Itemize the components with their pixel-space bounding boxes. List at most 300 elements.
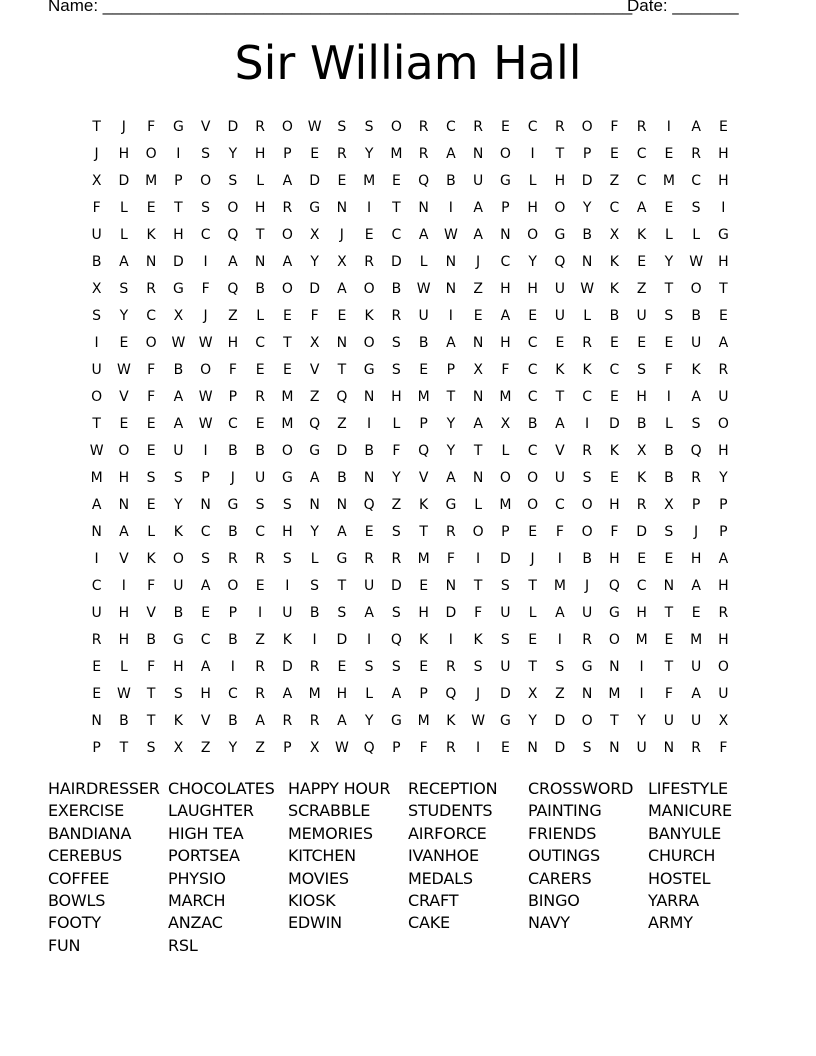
grid-cell[interactable]: R [418, 146, 429, 162]
grid-cell[interactable]: A [91, 497, 102, 513]
grid-cell[interactable]: M [308, 686, 321, 702]
grid-cell[interactable]: P [419, 686, 428, 702]
grid-cell[interactable]: S [228, 173, 238, 189]
grid-cell[interactable]: I [476, 740, 481, 756]
grid-cell[interactable]: W [334, 740, 349, 756]
grid-cell[interactable]: B [309, 605, 320, 621]
grid-cell[interactable]: E [146, 416, 156, 432]
grid-cell[interactable]: S [691, 200, 701, 216]
grid-cell[interactable]: E [528, 632, 538, 648]
grid-cell[interactable]: T [146, 686, 156, 702]
grid-cell[interactable]: H [118, 470, 130, 486]
grid-cell[interactable]: P [719, 497, 728, 513]
grid-cell[interactable]: C [636, 173, 647, 189]
grid-cell[interactable]: C [527, 362, 538, 378]
grid-cell[interactable]: M [363, 173, 376, 189]
grid-cell[interactable]: D [608, 416, 620, 432]
grid-cell[interactable]: E [364, 524, 374, 540]
grid-cell[interactable]: N [472, 335, 484, 351]
grid-cell[interactable]: L [583, 308, 592, 324]
grid-cell[interactable]: Y [119, 308, 129, 324]
grid-cell[interactable]: U [554, 281, 565, 297]
grid-cell[interactable]: I [285, 578, 290, 594]
grid-cell[interactable]: K [364, 308, 374, 324]
grid-cell[interactable]: K [473, 632, 483, 648]
grid-cell[interactable]: S [391, 659, 401, 675]
grid-cell[interactable]: B [664, 470, 674, 486]
grid-cell[interactable]: O [390, 119, 402, 135]
grid-cell[interactable]: L [528, 605, 537, 621]
grid-cell[interactable]: E [146, 443, 156, 459]
grid-cell[interactable]: H [118, 146, 130, 162]
grid-cell[interactable]: R [582, 335, 592, 351]
grid-cell[interactable]: C [255, 335, 266, 351]
grid-cell[interactable]: U [691, 335, 702, 351]
grid-cell[interactable]: C [91, 578, 102, 594]
grid-cell[interactable]: W [689, 254, 704, 270]
grid-cell[interactable]: Z [255, 632, 265, 648]
grid-cell[interactable]: N [336, 497, 348, 513]
grid-cell[interactable]: T [664, 605, 674, 621]
grid-cell[interactable]: N [309, 497, 320, 513]
grid-cell[interactable]: F [147, 119, 156, 135]
grid-cell[interactable]: Q [445, 686, 457, 702]
grid-cell[interactable]: E [337, 659, 347, 675]
grid-cell[interactable]: T [473, 443, 483, 459]
grid-cell[interactable]: S [664, 308, 674, 324]
grid-cell[interactable]: D [118, 173, 130, 189]
grid-cell[interactable]: O [145, 335, 157, 351]
grid-cell[interactable]: Q [363, 497, 375, 513]
grid-cell[interactable]: C [527, 335, 538, 351]
grid-cell[interactable]: L [119, 659, 128, 675]
grid-cell[interactable]: L [119, 227, 128, 243]
grid-cell[interactable]: A [718, 335, 729, 351]
grid-cell[interactable]: Q [227, 227, 239, 243]
grid-cell[interactable]: R [582, 443, 592, 459]
grid-cell[interactable]: P [201, 470, 210, 486]
grid-cell[interactable]: E [92, 686, 102, 702]
grid-cell[interactable]: S [201, 146, 211, 162]
grid-cell[interactable]: Y [174, 497, 183, 513]
grid-cell[interactable]: E [609, 146, 619, 162]
grid-cell[interactable]: R [473, 119, 483, 135]
grid-cell[interactable]: A [691, 578, 701, 594]
grid-cell[interactable]: O [690, 281, 702, 297]
grid-cell[interactable]: M [390, 146, 403, 162]
grid-cell[interactable]: B [609, 308, 620, 324]
grid-cell[interactable]: I [121, 578, 126, 594]
grid-cell[interactable]: L [528, 173, 537, 189]
grid-cell[interactable]: O [227, 578, 239, 594]
grid-cell[interactable]: S [691, 416, 701, 432]
grid-cell[interactable]: N [581, 686, 593, 702]
grid-cell[interactable]: H [636, 389, 647, 405]
grid-cell[interactable]: A [173, 416, 184, 432]
grid-cell[interactable]: B [228, 443, 238, 459]
grid-cell[interactable]: C [227, 416, 238, 432]
grid-cell[interactable]: D [281, 659, 293, 675]
grid-cell[interactable]: E [718, 308, 728, 324]
grid-cell[interactable]: G [309, 200, 321, 216]
grid-cell[interactable]: H [718, 146, 729, 162]
grid-cell[interactable]: Q [227, 281, 239, 297]
grid-cell[interactable]: Y [446, 443, 456, 459]
grid-cell[interactable]: U [691, 659, 702, 675]
grid-cell[interactable]: W [580, 281, 595, 297]
grid-cell[interactable]: E [92, 659, 102, 675]
grid-cell[interactable]: E [500, 119, 510, 135]
grid-cell[interactable]: B [664, 443, 674, 459]
grid-cell[interactable]: U [418, 308, 429, 324]
grid-cell[interactable]: E [146, 497, 156, 513]
grid-cell[interactable]: T [174, 200, 183, 216]
grid-cell[interactable]: Z [636, 281, 647, 297]
grid-cell[interactable]: H [609, 497, 620, 513]
grid-cell[interactable]: B [173, 605, 184, 621]
grid-cell[interactable]: E [637, 551, 647, 567]
grid-cell[interactable]: Y [582, 200, 592, 216]
grid-cell[interactable]: G [717, 227, 729, 243]
grid-cell[interactable]: A [718, 551, 729, 567]
grid-cell[interactable]: R [255, 389, 265, 405]
grid-cell[interactable]: D [554, 740, 566, 756]
grid-cell[interactable]: F [610, 524, 619, 540]
grid-cell[interactable]: K [146, 551, 156, 567]
grid-cell[interactable]: G [309, 443, 321, 459]
grid-cell[interactable]: J [476, 254, 481, 270]
grid-cell[interactable]: Z [609, 173, 620, 189]
grid-cell[interactable]: E [473, 308, 483, 324]
grid-cell[interactable]: Y [528, 254, 537, 270]
grid-cell[interactable]: F [446, 551, 455, 567]
grid-cell[interactable]: B [228, 524, 238, 540]
grid-cell[interactable]: D [172, 254, 184, 270]
grid-cell[interactable]: S [146, 470, 156, 486]
grid-cell[interactable]: P [283, 146, 292, 162]
grid-cell[interactable]: C [527, 119, 538, 135]
grid-cell[interactable]: E [609, 335, 619, 351]
grid-cell[interactable]: N [363, 389, 375, 405]
grid-cell[interactable]: C [554, 497, 565, 513]
grid-cell[interactable]: A [446, 470, 456, 486]
grid-cell[interactable]: X [609, 227, 620, 243]
grid-cell[interactable]: O [717, 659, 729, 675]
grid-cell[interactable]: L [392, 416, 401, 432]
grid-cell[interactable]: H [690, 551, 702, 567]
grid-cell[interactable]: K [609, 281, 619, 297]
grid-cell[interactable]: R [255, 551, 265, 567]
grid-cell[interactable]: A [228, 254, 238, 270]
grid-cell[interactable]: I [94, 551, 99, 567]
grid-cell[interactable]: A [173, 389, 184, 405]
grid-cell[interactable]: B [228, 713, 238, 729]
grid-cell[interactable]: I [448, 200, 453, 216]
grid-cell[interactable]: H [391, 389, 402, 405]
grid-cell[interactable]: S [92, 308, 102, 324]
grid-cell[interactable]: E [609, 389, 619, 405]
grid-cell[interactable]: M [281, 416, 294, 432]
grid-cell[interactable]: E [664, 200, 674, 216]
grid-cell[interactable]: N [145, 254, 157, 270]
grid-cell[interactable]: A [500, 308, 511, 324]
grid-cell[interactable]: T [528, 578, 537, 594]
grid-cell[interactable]: B [337, 470, 347, 486]
grid-cell[interactable]: E [637, 254, 647, 270]
grid-cell[interactable]: R [636, 497, 647, 513]
grid-cell[interactable]: N [445, 578, 457, 594]
grid-cell[interactable]: S [582, 470, 592, 486]
grid-cell[interactable]: B [364, 443, 374, 459]
grid-cell[interactable]: E [310, 146, 320, 162]
grid-cell[interactable]: W [116, 362, 131, 378]
grid-cell[interactable]: W [171, 335, 186, 351]
grid-cell[interactable]: R [146, 281, 156, 297]
grid-cell[interactable]: U [582, 605, 593, 621]
grid-cell[interactable]: R [691, 470, 701, 486]
grid-cell[interactable]: M [145, 173, 158, 189]
grid-cell[interactable]: D [336, 443, 348, 459]
grid-cell[interactable]: R [446, 659, 456, 675]
grid-cell[interactable]: O [91, 389, 103, 405]
grid-cell[interactable]: G [608, 605, 620, 621]
grid-cell[interactable]: V [200, 119, 211, 135]
grid-cell[interactable]: Y [228, 740, 238, 756]
grid-cell[interactable]: O [554, 200, 566, 216]
grid-cell[interactable]: N [500, 227, 511, 243]
grid-cell[interactable]: Y [719, 470, 728, 486]
grid-cell[interactable]: A [446, 335, 456, 351]
grid-cell[interactable]: W [443, 227, 458, 243]
grid-cell[interactable]: L [310, 551, 319, 567]
grid-cell[interactable]: D [227, 119, 239, 135]
grid-cell[interactable]: A [337, 713, 347, 729]
grid-cell[interactable]: U [554, 308, 565, 324]
grid-cell[interactable]: C [582, 389, 593, 405]
grid-cell[interactable]: J [530, 551, 535, 567]
grid-cell[interactable]: J [121, 119, 126, 135]
grid-cell[interactable]: E [609, 470, 619, 486]
grid-cell[interactable]: E [419, 659, 429, 675]
grid-cell[interactable]: F [664, 686, 673, 702]
grid-cell[interactable]: I [203, 443, 208, 459]
grid-cell[interactable]: N [445, 281, 457, 297]
grid-cell[interactable]: S [500, 632, 510, 648]
grid-cell[interactable]: Z [473, 281, 483, 297]
grid-cell[interactable]: R [282, 200, 293, 216]
grid-cell[interactable]: R [364, 551, 374, 567]
grid-cell[interactable]: T [92, 416, 101, 432]
grid-cell[interactable]: A [473, 416, 483, 432]
grid-cell[interactable]: C [391, 227, 402, 243]
grid-cell[interactable]: E [555, 335, 565, 351]
grid-cell[interactable]: R [309, 713, 320, 729]
grid-cell[interactable]: Y [364, 713, 374, 729]
grid-cell[interactable]: O [281, 227, 293, 243]
grid-cell[interactable]: D [445, 605, 457, 621]
grid-cell[interactable]: T [337, 362, 347, 378]
grid-cell[interactable]: A [555, 605, 565, 621]
grid-cell[interactable]: O [200, 173, 212, 189]
grid-cell[interactable]: W [471, 713, 486, 729]
grid-cell[interactable]: Z [255, 740, 265, 756]
grid-cell[interactable]: O [499, 470, 511, 486]
grid-cell[interactable]: C [255, 524, 266, 540]
grid-cell[interactable]: L [147, 524, 156, 540]
grid-cell[interactable]: X [91, 281, 102, 297]
grid-cell[interactable]: A [337, 281, 347, 297]
grid-cell[interactable]: U [500, 659, 511, 675]
grid-cell[interactable]: M [90, 470, 103, 486]
grid-cell[interactable]: V [555, 443, 565, 459]
grid-cell[interactable]: K [691, 362, 701, 378]
grid-cell[interactable]: I [367, 632, 372, 648]
grid-cell[interactable]: T [664, 281, 674, 297]
grid-cell[interactable]: U [91, 605, 102, 621]
grid-cell[interactable]: A [282, 173, 293, 189]
grid-cell[interactable]: N [609, 740, 620, 756]
grid-cell[interactable]: R [691, 740, 701, 756]
grid-cell[interactable]: D [581, 173, 593, 189]
grid-cell[interactable]: W [89, 443, 104, 459]
grid-cell[interactable]: L [419, 254, 428, 270]
grid-cell[interactable]: X [473, 362, 483, 378]
grid-cell[interactable]: L [256, 308, 265, 324]
grid-cell[interactable]: H [500, 335, 511, 351]
grid-cell[interactable]: O [227, 200, 239, 216]
grid-cell[interactable]: F [92, 200, 101, 216]
grid-cell[interactable]: N [336, 335, 348, 351]
grid-cell[interactable]: Z [555, 686, 565, 702]
grid-cell[interactable]: K [637, 470, 647, 486]
grid-cell[interactable]: P [691, 497, 701, 513]
grid-cell[interactable]: Q [309, 416, 321, 432]
grid-cell[interactable]: E [664, 551, 674, 567]
grid-cell[interactable]: P [501, 524, 510, 540]
grid-cell[interactable]: E [201, 605, 211, 621]
grid-cell[interactable]: Z [228, 308, 238, 324]
grid-cell[interactable]: E [500, 740, 510, 756]
grid-cell[interactable]: D [636, 524, 648, 540]
grid-cell[interactable]: S [582, 740, 592, 756]
grid-cell[interactable]: Y [446, 416, 456, 432]
grid-cell[interactable]: H [173, 227, 184, 243]
grid-cell[interactable]: K [419, 632, 429, 648]
grid-cell[interactable]: M [553, 578, 566, 594]
grid-cell[interactable]: A [446, 146, 456, 162]
grid-cell[interactable]: N [609, 659, 620, 675]
grid-cell[interactable]: E [419, 362, 429, 378]
grid-cell[interactable]: D [390, 254, 402, 270]
grid-cell[interactable]: E [282, 362, 292, 378]
grid-cell[interactable]: S [173, 686, 183, 702]
grid-cell[interactable]: E [364, 227, 374, 243]
grid-cell[interactable]: Y [392, 470, 401, 486]
grid-cell[interactable]: F [228, 362, 237, 378]
grid-cell[interactable]: C [636, 146, 647, 162]
grid-cell[interactable]: A [200, 659, 211, 675]
grid-cell[interactable]: H [282, 524, 293, 540]
grid-cell[interactable]: U [364, 578, 375, 594]
grid-cell[interactable]: T [555, 146, 565, 162]
grid-cell[interactable]: N [118, 497, 130, 513]
grid-cell[interactable]: S [364, 119, 374, 135]
grid-cell[interactable]: K [609, 254, 619, 270]
grid-cell[interactable]: R [718, 362, 729, 378]
grid-cell[interactable]: W [198, 335, 213, 351]
grid-cell[interactable]: A [364, 605, 374, 621]
grid-cell[interactable]: R [391, 308, 402, 324]
grid-cell[interactable]: R [718, 605, 729, 621]
grid-cell[interactable]: T [473, 578, 483, 594]
grid-cell[interactable]: N [336, 200, 348, 216]
grid-cell[interactable]: H [200, 686, 211, 702]
grid-cell[interactable]: X [309, 227, 320, 243]
grid-cell[interactable]: D [554, 713, 566, 729]
grid-cell[interactable]: N [363, 470, 375, 486]
grid-cell[interactable]: H [254, 200, 266, 216]
grid-cell[interactable]: H [527, 281, 538, 297]
grid-cell[interactable]: O [281, 443, 293, 459]
grid-cell[interactable]: F [392, 443, 401, 459]
grid-cell[interactable]: U [255, 470, 266, 486]
grid-cell[interactable]: D [336, 632, 348, 648]
grid-cell[interactable]: O [527, 497, 539, 513]
grid-cell[interactable]: Z [391, 497, 402, 513]
grid-cell[interactable]: H [527, 200, 538, 216]
grid-cell[interactable]: S [119, 281, 129, 297]
grid-cell[interactable]: G [499, 713, 511, 729]
grid-cell[interactable]: Q [554, 254, 566, 270]
grid-cell[interactable]: A [200, 578, 211, 594]
grid-cell[interactable]: T [664, 659, 674, 675]
grid-cell[interactable]: Y [664, 254, 674, 270]
grid-cell[interactable]: O [363, 335, 375, 351]
grid-cell[interactable]: P [501, 200, 510, 216]
grid-cell[interactable]: M [417, 551, 430, 567]
grid-cell[interactable]: A [391, 686, 402, 702]
grid-cell[interactable]: E [119, 335, 129, 351]
grid-cell[interactable]: X [718, 713, 729, 729]
grid-cell[interactable]: B [446, 173, 456, 189]
grid-cell[interactable]: G [499, 173, 511, 189]
grid-cell[interactable]: S [473, 659, 483, 675]
grid-cell[interactable]: I [557, 632, 562, 648]
grid-cell[interactable]: P [228, 389, 238, 405]
grid-cell[interactable]: S [391, 524, 401, 540]
grid-cell[interactable]: E [718, 119, 728, 135]
grid-cell[interactable]: P [582, 146, 592, 162]
grid-cell[interactable]: G [363, 362, 375, 378]
grid-cell[interactable]: N [527, 740, 538, 756]
grid-cell[interactable]: F [664, 362, 673, 378]
grid-cell[interactable]: K [582, 362, 592, 378]
grid-cell[interactable]: G [227, 497, 239, 513]
grid-cell[interactable]: S [173, 470, 183, 486]
grid-cell[interactable]: U [554, 470, 565, 486]
grid-cell[interactable]: K [146, 227, 156, 243]
grid-cell[interactable]: Y [228, 146, 238, 162]
grid-cell[interactable]: R [446, 740, 456, 756]
grid-cell[interactable]: P [92, 740, 101, 756]
grid-cell[interactable]: A [473, 227, 483, 243]
grid-cell[interactable]: N [663, 578, 675, 594]
grid-cell[interactable]: Z [337, 416, 347, 432]
grid-cell[interactable]: P [419, 416, 428, 432]
grid-cell[interactable]: T [555, 389, 565, 405]
grid-cell[interactable]: U [718, 389, 729, 405]
grid-cell[interactable]: I [639, 686, 644, 702]
